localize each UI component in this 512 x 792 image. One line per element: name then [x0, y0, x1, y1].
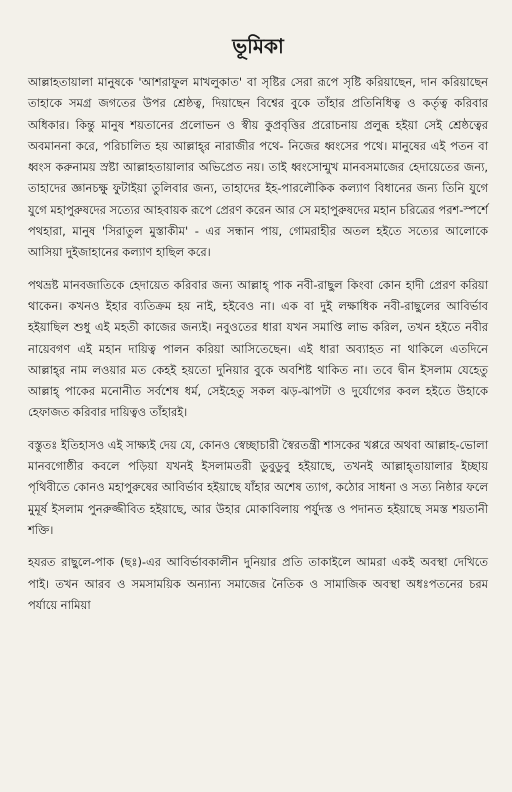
page-title: ভূমিকা [232, 34, 284, 58]
paragraph-1: আল্লাহতায়ালা মানুষকে 'আশরাফুল মাখলুকাত' বা সৃষ্টির সেরা রূপে সৃষ্টি করিয়াছেন, দান করিয়াছেন তাহাকে সমগ্র জগতের উপর শ্রেষ্ঠত্ব, দিয়াছেন বিশ্বের বুকে তাঁহার প্রতিনিধিত্ব ও কর্তৃত্ব করিবার অধিকার। কিন্তু মানুষ শয়তানের প্রলোভন ও স্বীয় কুপ্রবৃত্তির প্ররোচনায় প্রলুব্ধ হইয়া সেই শ্রেষ্ঠত্বের অবমাননা করে, পরিচালিত হয় আল্লাহ্‌র নারাজীর পথে- নিজের ধ্বংসের পথে। মানুষের এই পতন বা ধ্বংস করুনাময় স্রষ্টা আল্লাহতায়ালার অভিপ্রেত নয়। তাই ধ্বংসোন্মুখ মানবসমাজের হেদায়েতের জন্য, তাহাদের জ্ঞানচক্ষু ফুটাইয়া তুলিবার জন্য, তাহাদের ইহ-পারলৌকিক কল্যাণ বিধানের জন্য তিনি যুগে যুগে মহাপুরুষদের সত্যের আহবায়ক রূপে প্রেরণ করেন আর সে মহাপুরুষদের মহান চরিত্রের পরশ-স্পর্শে পথহারা, মানুষ 'সিরাতুল মুস্তাকীম' - এর সন্ধান পায়, গোমরাহীর অতল হইতে সত্যের আলোকে আসিয়া দুইজাহানের কল্যাণ হাছিল করে। [28, 75, 488, 260]
paragraph-2: পথভ্রষ্ট মানবজাতিকে হেদায়েত করিবার জন্য আল্লাহ্‌ পাক নবী-রাছুল কিংবা কোন হাদী প্রেরণ করিয়া থাকেন। কখনও ইহার ব্যতিক্রম হয় নাই, হইবেও না। এক বা দুই লক্ষাধিক নবী-রাছুলের আবির্ভাব হইয়াছিল শুধু এই মহতী কাজের জন্যই। নবুওতের ধারা যখন সমাপ্তি লাভ করিল, তখন হইতে নবীর নায়েবগণ এই মহান দায়িত্ব পালন করিয়া আসিতেছেন। এই ধারা অব্যাহত না থাকিলে এতদিনে আল্লাহ্‌র নাম লওয়ার মত কেহই হয়তো দুনিয়ার বুকে অবশিষ্ট থাকিত না। তবে দ্বীন ইসলাম যেহেতু আল্লাহ্‌ পাকের মনোনীত সর্বশেষ ধর্ম, সেইহেতু সকল ঝড়-ঝাপটা ও দুর্যোগের কবল হইতে উহাকে হেফাজত করিবার দায়িত্বও তাঁহারই। [28, 277, 488, 420]
paragraph-4: হযরত রাছুলে-পাক (ছঃ)-এর আবির্ভাবকালীন দুনিয়ার প্রতি তাকাইলে আমরা একই অবস্থা দেখিতে পাই। তখন আরব ও সমসাময়িক অন্যান্য সমাজের নৈতিক ও সামাজিক অবস্থা অধঃপতনের চরম পর্যায়ে নামিয়া [28, 555, 488, 612]
paragraph-3: বস্তুতঃ ইতিহাসও এই সাক্ষ্যই দেয় যে, কোনও স্বেচ্ছাচারী স্বৈরতন্ত্রী শাসকের খপ্পরে অথবা আল্লাহ-ভোলা মানবগোষ্ঠীর কবলে পড়িয়া যখনই ইসলামতরী ডুবুডুবু হইয়াছে, তখনই আল্লাহ্‌তায়ালার ইচ্ছায় পৃথিবীতে কোনও মহাপুরুষের আবির্ভাব হইয়াছে যাঁহার অশেষ ত্যাগ, কঠোর সাধনা ও সত্য নিষ্ঠার ফলে মুমূর্ষ ইসলাম পুনরুজ্জীবিত হইয়াছে, আর উহার মোকাবিলায় পর্যুদস্ত ও পদানত হইয়াছে সমস্ত শয়তানী শক্তি। [28, 437, 488, 537]
